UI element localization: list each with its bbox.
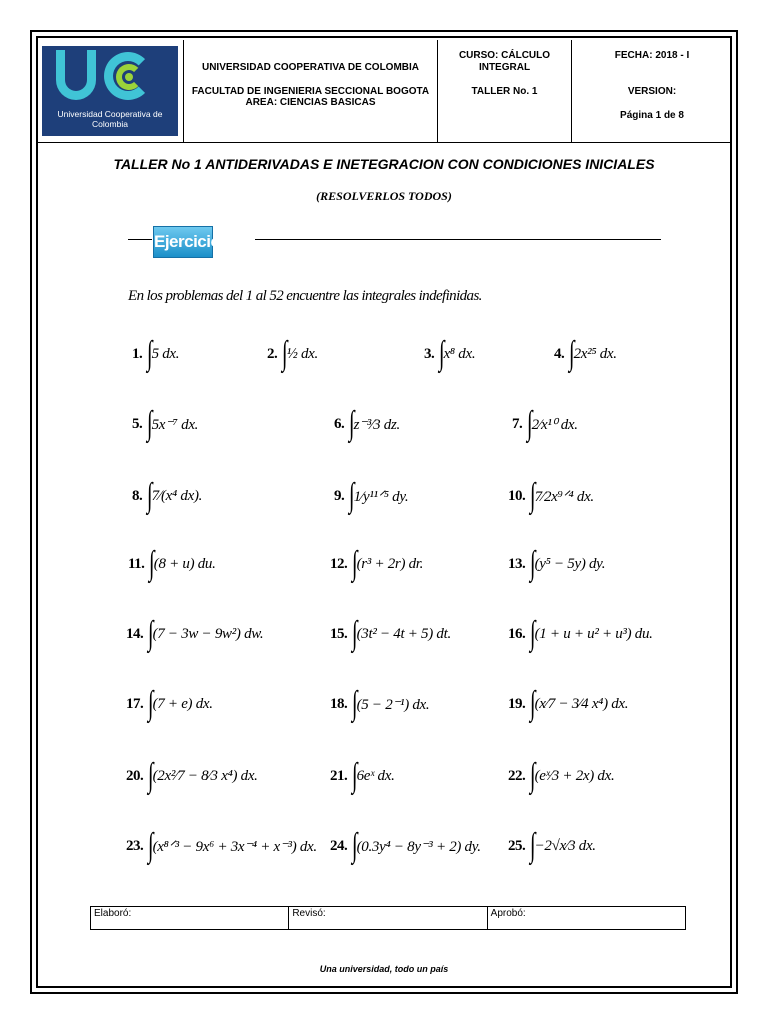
- problem-item: 4. ∫ 2x²⁵ dx.: [554, 335, 617, 372]
- reviso-field: Revisó:: [289, 907, 487, 929]
- problem-item: 24. ∫ (0.3y⁴ − 8y⁻³ + 2) dy.: [330, 827, 481, 864]
- integral-sign-icon: ∫: [530, 615, 536, 652]
- integral-sign-icon: ∫: [527, 405, 533, 442]
- integral-sign-icon: ∫: [349, 477, 355, 514]
- problem-item: 8. ∫ 7⁄(x⁴ dx).: [132, 477, 203, 514]
- integral-sign-icon: ∫: [569, 335, 575, 372]
- integral-sign-icon: ∫: [530, 827, 536, 864]
- instructions-text: En los problemas del 1 al 52 encuentre las integrales indefinidas.: [128, 288, 482, 304]
- integral-sign-icon: ∫: [352, 685, 358, 722]
- integral-sign-icon: ∫: [530, 685, 536, 722]
- problem-item: 17. ∫ (7 + e) dx.: [126, 685, 213, 722]
- course-cell: [438, 40, 572, 142]
- divider-left: [128, 239, 152, 240]
- problem-item: 10. ∫ 7⁄2x⁹ᐟ⁴ dx.: [508, 477, 594, 514]
- university-logo: [42, 46, 178, 136]
- problem-item: 12. ∫ (r³ + 2r) dr.: [330, 545, 424, 582]
- course-name: CURSO: CÁLCULO INTEGRAL: [458, 50, 551, 73]
- problem-item: 5. ∫ 5x⁻⁷ dx.: [132, 405, 199, 442]
- elaboro-field: Elaboró:: [91, 907, 289, 929]
- logo-u-icon: [56, 50, 96, 100]
- problem-item: 23. ∫ (x⁸ᐟ³ − 9x⁶ + 3x⁻⁴ + x⁻³) dx.: [126, 827, 317, 864]
- page-indicator: Página 1 de 8: [620, 110, 684, 121]
- problem-item: 16. ∫ (1 + u + u² + u³) du.: [508, 615, 653, 652]
- problem-item: 15. ∫ (3t² − 4t + 5) dt.: [330, 615, 451, 652]
- integral-sign-icon: ∫: [147, 335, 153, 372]
- problem-item: 3. ∫ x⁸ dx.: [424, 335, 476, 372]
- problem-item: 6. ∫ z⁻³⁄3 dz.: [334, 405, 400, 442]
- integral-sign-icon: ∫: [352, 757, 358, 794]
- logo-text: Universidad Cooperativa de Colombia: [57, 109, 163, 129]
- workshop-number: TALLER No. 1: [471, 86, 538, 97]
- footer-slogan: Una universidad, todo un país: [319, 964, 449, 974]
- page-title: TALLER No 1 ANTIDERIVADAS E INETEGRACION CON CONDICIONES INICIALES: [113, 156, 655, 172]
- problem-item: 22. ∫ (eˣ⁄3 + 2x) dx.: [508, 757, 615, 794]
- integral-sign-icon: ∫: [439, 335, 445, 372]
- integral-sign-icon: ∫: [352, 615, 358, 652]
- area-name: AREA: CIENCIAS BASICAS: [245, 97, 376, 108]
- problem-item: 21. ∫ 6eˣ dx.: [330, 757, 395, 794]
- integral-sign-icon: ∫: [352, 827, 358, 864]
- integral-sign-icon: ∫: [148, 827, 154, 864]
- problem-item: 11. ∫ (8 + u) du.: [128, 545, 216, 582]
- problem-item: 20. ∫ (2x²⁄7 − 8⁄3 x⁴) dx.: [126, 757, 258, 794]
- university-name: UNIVERSIDAD COOPERATIVA DE COLOMBIA: [201, 62, 420, 73]
- integral-sign-icon: ∫: [148, 757, 154, 794]
- problem-item: 25. ∫ −2√x⁄3 dx.: [508, 827, 596, 864]
- integral-sign-icon: ∫: [148, 685, 154, 722]
- integral-sign-icon: ∫: [147, 477, 153, 514]
- problem-item: 1. ∫ 5 dx.: [132, 335, 180, 372]
- problem-item: 14. ∫ (7 − 3w − 9w²) dw.: [126, 615, 264, 652]
- approval-table: [90, 906, 686, 930]
- problem-item: 19. ∫ (x⁄7 − 3⁄4 x⁴) dx.: [508, 685, 629, 722]
- problem-item: 7. ∫ 2⁄x¹⁰ dx.: [512, 405, 578, 442]
- integral-sign-icon: ∫: [352, 545, 358, 582]
- problem-item: 2. ∫ ½ dx.: [267, 335, 318, 372]
- integral-sign-icon: ∫: [530, 545, 536, 582]
- exercise-badge: Ejercicio: [153, 226, 213, 258]
- problem-item: 18. ∫ (5 − 2⁻¹) dx.: [330, 685, 430, 722]
- integral-sign-icon: ∫: [349, 405, 355, 442]
- integral-sign-icon: ∫: [530, 757, 536, 794]
- page-subtitle: (RESOLVERLOS TODOS): [316, 189, 452, 203]
- integral-sign-icon: ∫: [530, 477, 536, 514]
- integral-sign-icon: ∫: [149, 545, 155, 582]
- integral-sign-icon: ∫: [282, 335, 288, 372]
- problem-item: 9. ∫ 1⁄y¹¹ᐟ⁵ dy.: [334, 477, 409, 514]
- date-label: FECHA: 2018 - I: [614, 50, 690, 61]
- logo-cell: [36, 40, 184, 142]
- problem-item: 13. ∫ (y⁵ − 5y) dy.: [508, 545, 606, 582]
- integral-sign-icon: ∫: [147, 405, 153, 442]
- date-cell: [572, 40, 732, 142]
- institution-cell: [184, 40, 438, 142]
- document-header: [36, 40, 732, 143]
- integral-sign-icon: ∫: [148, 615, 154, 652]
- divider-right: [255, 239, 661, 240]
- faculty-name: FACULTAD DE INGENIERIA SECCIONAL BOGOTA: [191, 86, 430, 97]
- version-label: VERSION:: [627, 86, 677, 97]
- aprobo-field: Aprobó:: [490, 908, 526, 919]
